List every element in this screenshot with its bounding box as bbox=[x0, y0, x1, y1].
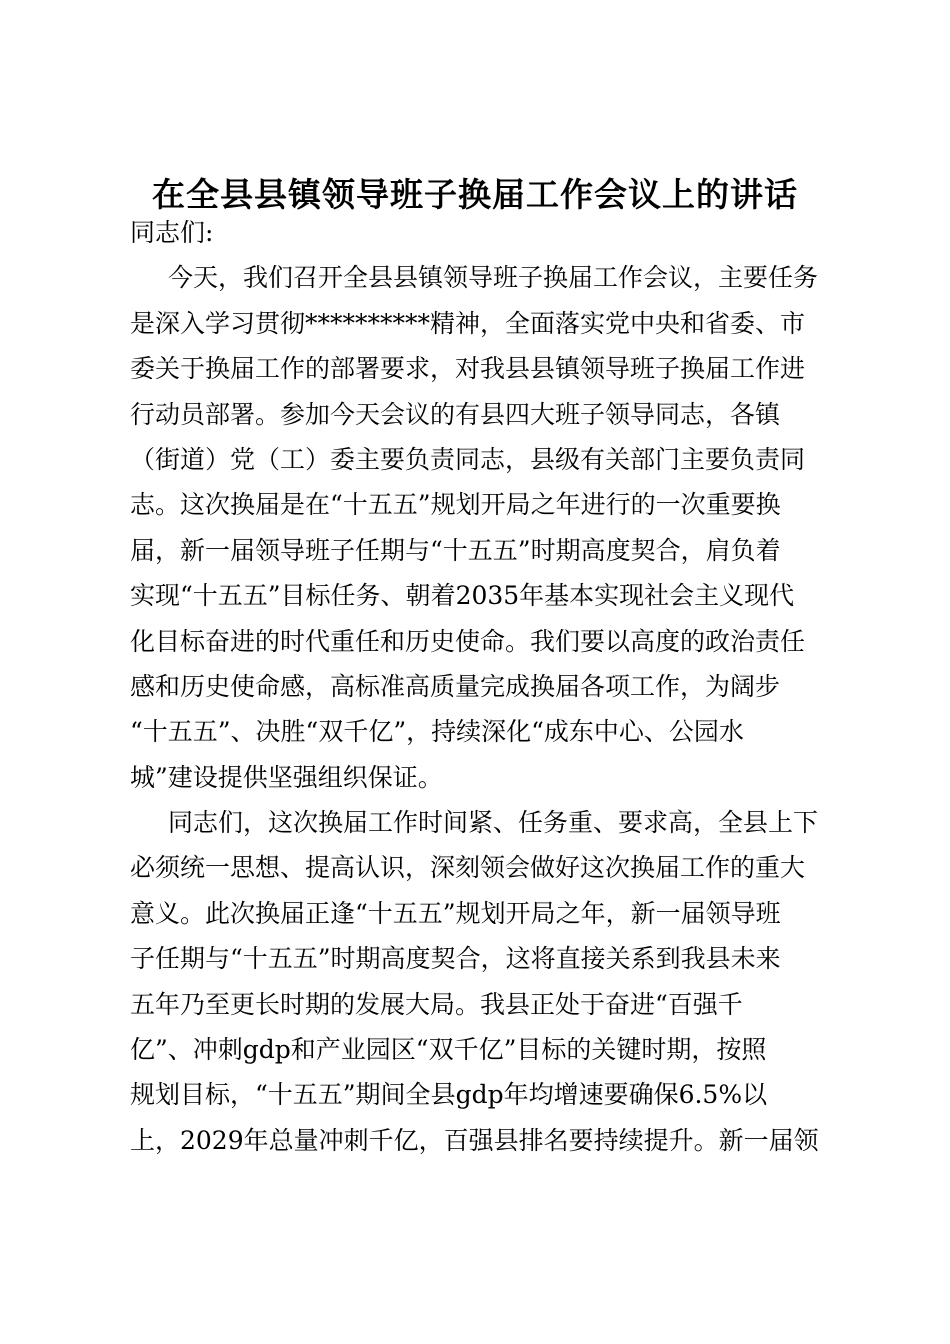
paragraph-1-line-4: 行动员部署。参加今天会议的有县四大班子领导同志，各镇 bbox=[130, 399, 781, 429]
paragraph-2-line-6: 亿”、冲刺gdp和产业园区“双千亿”目标的关键时期，按照 bbox=[130, 1035, 767, 1065]
paragraph-1-line-6: 志。这次换届是在“十五五”规划开局之年进行的一次重要换 bbox=[130, 490, 781, 520]
paragraph-1-line-7: 届，新一届领导班子任期与“十五五”时期高度契合，肩负着 bbox=[130, 535, 781, 565]
paragraph-1-line-10: 感和历史使命感，高标准高质量完成换届各项工作，为阔步 bbox=[130, 671, 781, 701]
paragraph-2-line-2: 必须统一思想、提高认识，深刻领会做好这次换届工作的重大 bbox=[130, 853, 806, 883]
paragraph-2-line-4: 子任期与“十五五”时期高度契合，这将直接关系到我县未来 bbox=[130, 944, 781, 974]
paragraph-1-line-1: 今天，我们召开全县县镇领导班子换届工作会议，主要任务 bbox=[168, 263, 819, 293]
paragraph-1-line-3: 委关于换届工作的部署要求，对我县县镇领导班子换届工作进 bbox=[130, 354, 806, 384]
paragraph-1-line-11: “十五五”、决胜“双千亿”，持续深化“成东中心、公园水 bbox=[130, 717, 744, 747]
paragraph-1-line-12: 城”建设提供坚强组织保证。 bbox=[130, 762, 443, 792]
paragraph-2-line-5: 五年乃至更长时期的发展大局。我县正处于奋进“百强千 bbox=[130, 989, 743, 1019]
paragraph-1-line-5: （街道）党（工）委主要负责同志，县级有关部门主要负责同 bbox=[130, 444, 806, 474]
paragraph-1-line-2: 是深入学习贯彻**********精神，全面落实党中央和省委、市 bbox=[130, 308, 806, 338]
document-title: 在全县县镇领导班子换届工作会议上的讲话 bbox=[152, 175, 798, 214]
paragraph-2-line-7: 规划目标，“十五五”期间全县gdp年均增速要确保6.5%以 bbox=[130, 1080, 768, 1110]
document-body bbox=[130, 210, 830, 1163]
salutation: 同志们: bbox=[130, 218, 214, 247]
paragraph-1-line-9: 化目标奋进的时代重任和历史使命。我们要以高度的政治责任 bbox=[130, 626, 806, 656]
paragraph-1-line-8: 实现“十五五”目标任务、朝着2035年基本实现社会主义现代 bbox=[130, 581, 795, 611]
paragraph-2-line-3: 意义。此次换届正逢“十五五”规划开局之年，新一届领导班 bbox=[130, 898, 781, 928]
paragraph-2-line-8: 上，2029年总量冲刺千亿，百强县排名要持续提升。新一届领 bbox=[130, 1125, 819, 1155]
paragraph-2-line-1: 同志们，这次换届工作时间紧、任务重、要求高，全县上下 bbox=[168, 808, 819, 838]
